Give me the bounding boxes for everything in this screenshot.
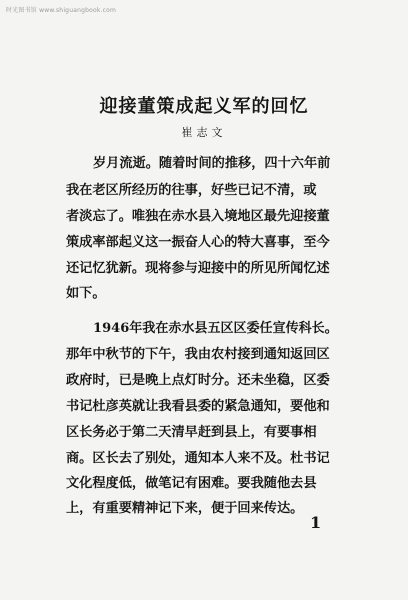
body-line: 那年中秋节的下午，我由农村接到通知返回区: [66, 347, 330, 362]
body-line: 1946年我在赤水县五区区委任宣传科长。: [93, 321, 338, 336]
body-line: 岁月流逝。随着时间的推移，四十六年前: [93, 156, 331, 171]
body-line: 区长务必于第二天清早赶到县上，有要事相: [66, 425, 317, 440]
body-line: 书记杜彦英就让我看县委的紧急通知，要他和: [66, 399, 330, 414]
body-line: 商。区长去了别处，通知本人来不及。杜书记: [66, 451, 330, 466]
body-line: 还记忆犹新。现将参与迎接中的所见所闻忆述: [66, 261, 330, 276]
watermark: 时光图书馆 www.shiguangbook.com: [6, 7, 117, 14]
article-title: 迎接董策成起义军的回忆: [99, 96, 309, 117]
body-line: 政府时，已是晚上点灯时分。还未坐稳，区委: [66, 373, 330, 388]
body-line: 我在老区所经历的往事，好些已记不清，或: [66, 183, 317, 198]
body-line: 策成率部起义这一振奋人心的特大喜事，至今: [66, 235, 330, 250]
body-line: 如下。: [66, 286, 106, 301]
page-mark: 1: [310, 513, 322, 532]
body-line: 文化程度低，做笔记有困难。要我随他去县: [66, 476, 317, 491]
body-line: 上，有重要精神记下来，便于回来传达。: [66, 501, 304, 516]
body-line: 者淡忘了。唯独在赤水县入境地区最先迎接董: [66, 209, 330, 224]
author-name: 崔志文: [181, 126, 227, 139]
